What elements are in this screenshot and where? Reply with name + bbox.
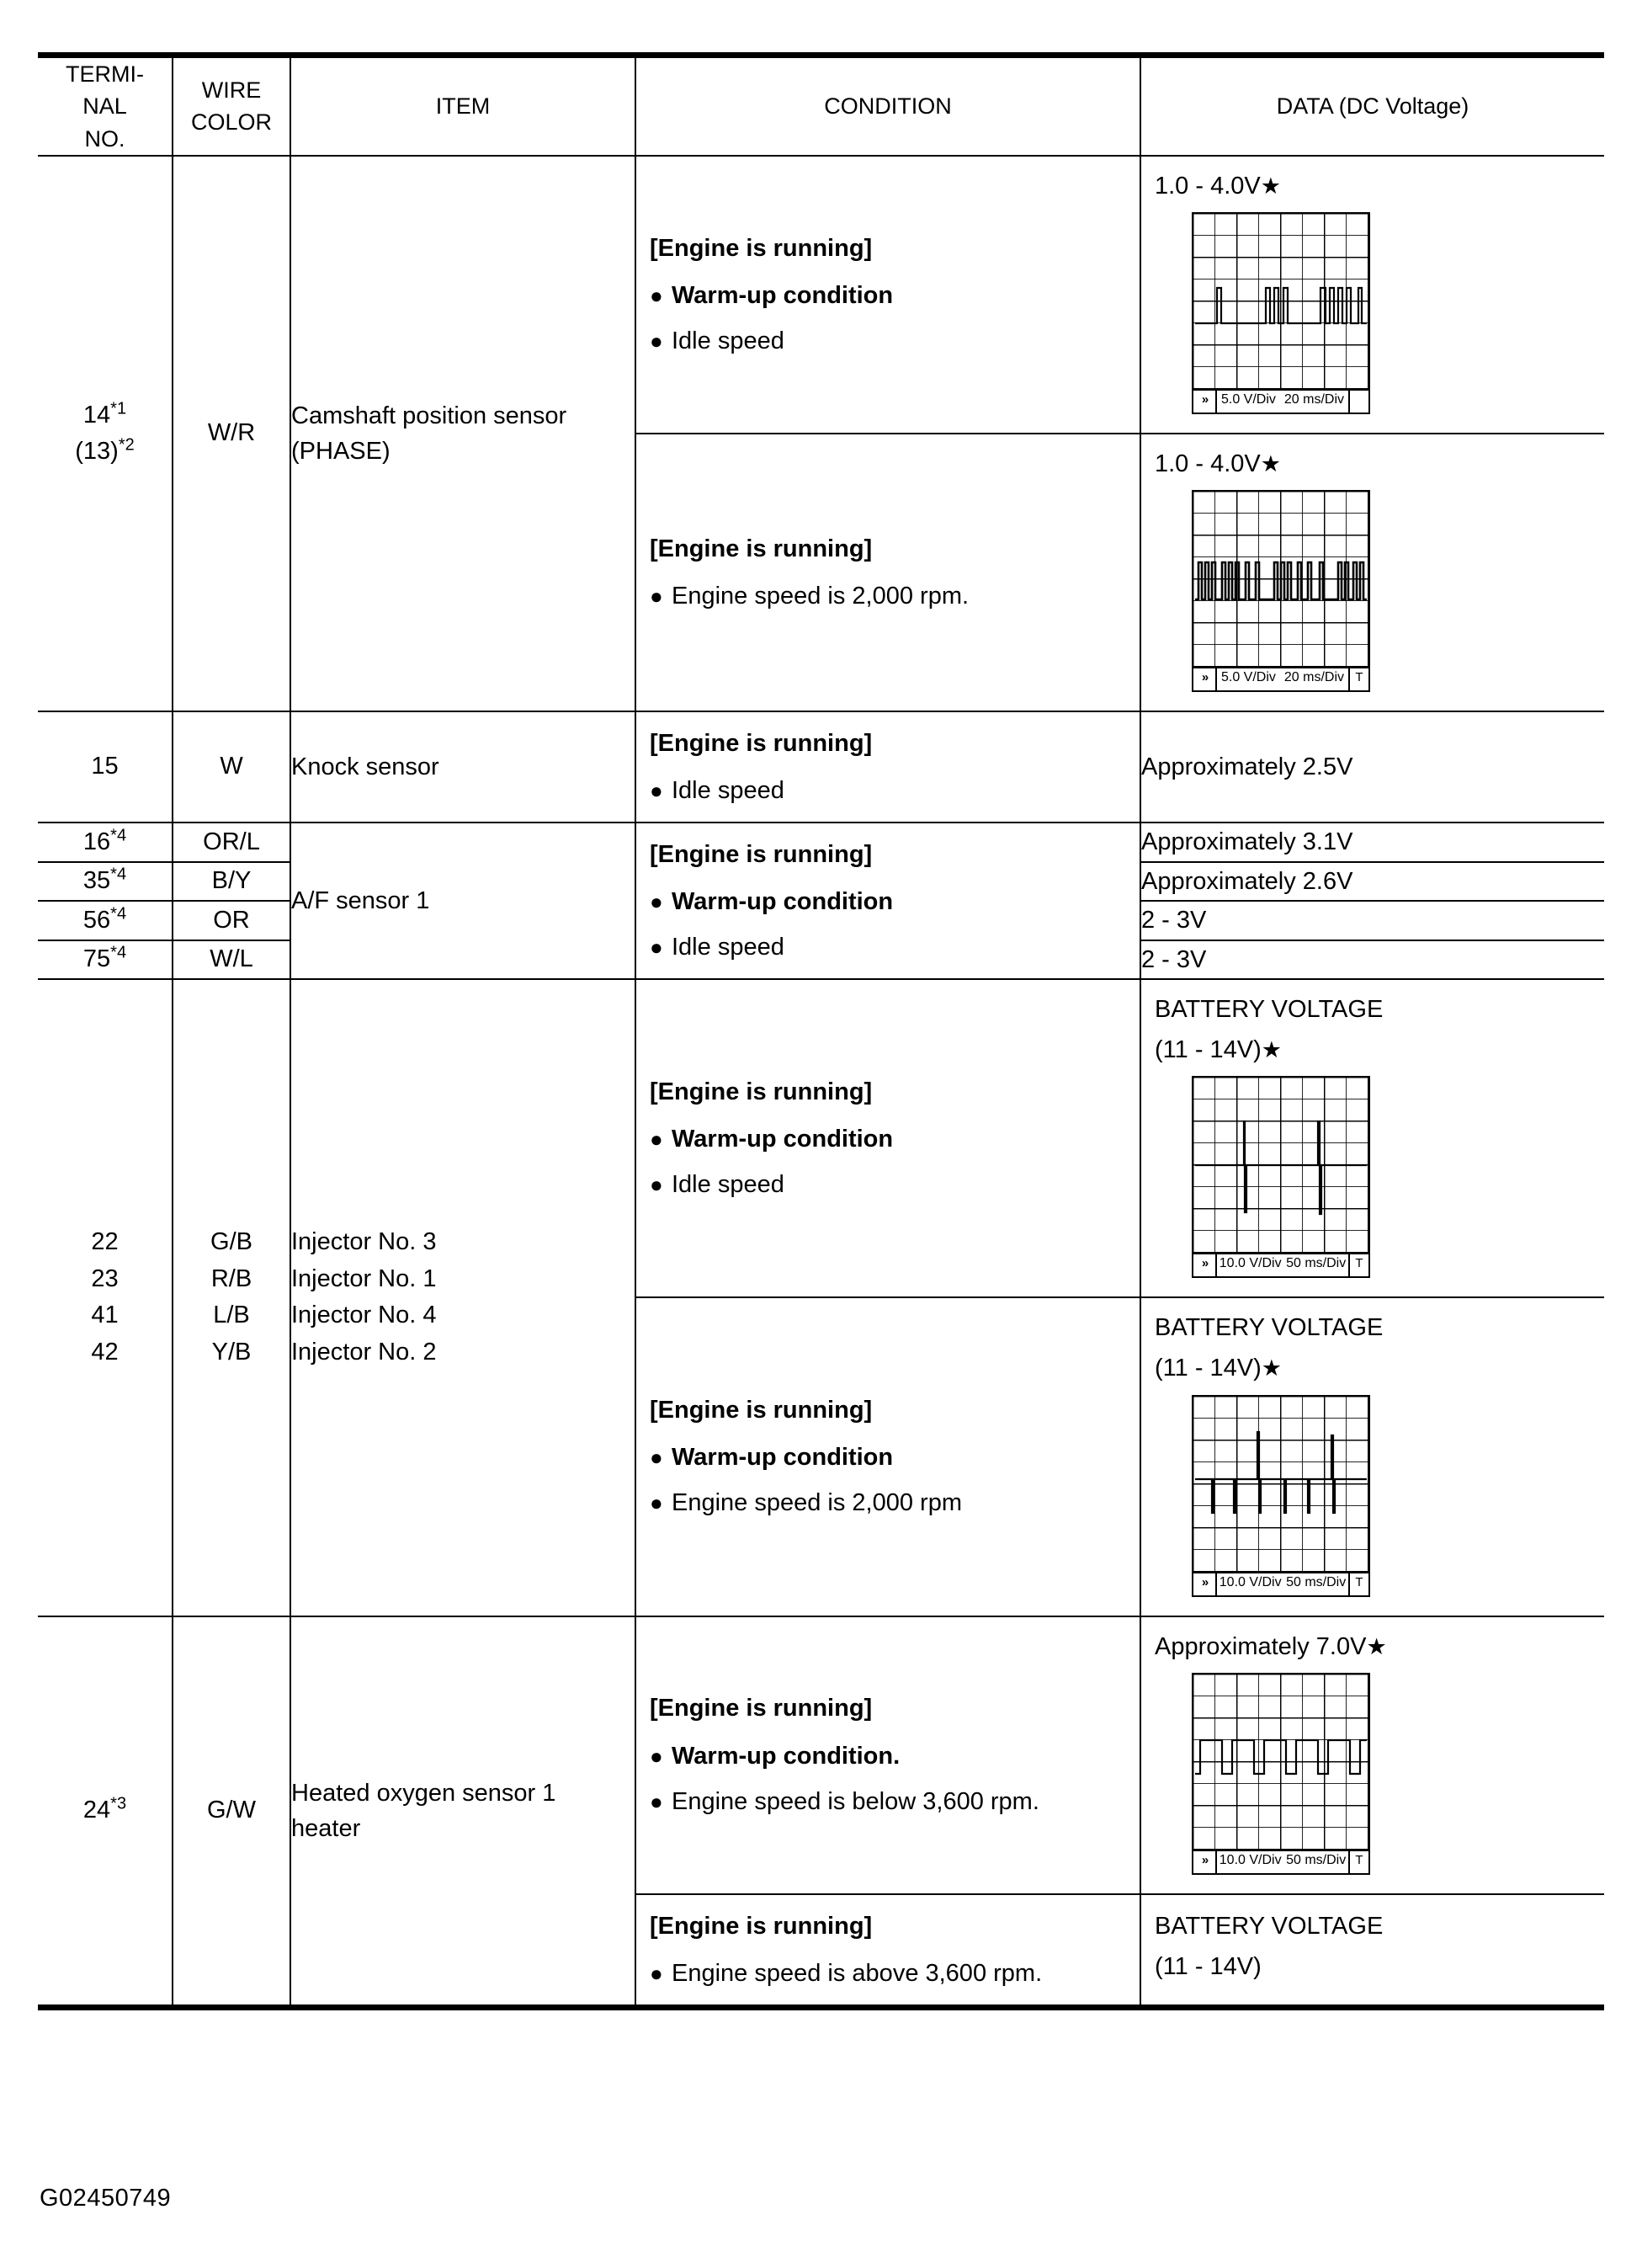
condition-bullet-text: Warm-up condition — [672, 888, 894, 916]
scope-trigger-indicator: T — [1348, 1851, 1368, 1873]
data-block — [1141, 434, 1604, 711]
wire-color-value: G/B — [210, 1228, 252, 1256]
condition-block — [636, 1677, 1140, 1832]
terminal-number: 56$^{*4}$ — [82, 904, 127, 934]
scope-scroll-icon: » — [1193, 1254, 1217, 1276]
terminal-no-cell: 15 — [38, 711, 173, 823]
data-cell — [1140, 1297, 1604, 1616]
scope-scroll-icon: » — [1193, 1573, 1217, 1595]
scope-volts-per-div: 10.0 V/Div — [1219, 1256, 1282, 1271]
scope-volts-per-div: 5.0 V/Div — [1220, 392, 1276, 407]
terminal-no-cell — [38, 156, 173, 711]
data-block — [1141, 157, 1604, 433]
bullet-dot-icon: ● — [650, 934, 663, 961]
scope-trigger-indicator — [1348, 391, 1368, 413]
terminal-footnote-marker: *4 — [110, 826, 127, 845]
bullet-dot-icon: ● — [650, 889, 663, 915]
scope-footer — [1193, 667, 1368, 690]
ecm-terminal-spec-table — [38, 52, 1604, 2010]
condition-bullet — [650, 323, 1133, 359]
condition-bullet — [650, 884, 1133, 919]
scope-volts-per-div: 10.0 V/Div — [1219, 1852, 1282, 1867]
scope-trigger-indicator: T — [1348, 1254, 1368, 1276]
condition-cell — [635, 979, 1140, 1297]
header-terminal-line2: NAL — [82, 93, 127, 120]
terminal-no-cell — [38, 901, 173, 940]
condition-block — [636, 823, 1140, 978]
condition-cell — [635, 1616, 1140, 1894]
condition-bullet-text: Engine speed is above 3,600 rpm. — [672, 1959, 1043, 1987]
data-value-line: (11 - 14V)★ — [1155, 1036, 1283, 1064]
scope-footer — [1193, 1572, 1368, 1595]
condition-cell — [635, 711, 1140, 823]
header-terminal-line3: NO. — [84, 125, 125, 152]
scope-time-per-div: 50 ms/Div — [1286, 1256, 1347, 1271]
terminal-no-cell — [38, 979, 173, 1616]
data-value-line: (11 - 14V) — [1155, 1952, 1262, 1980]
terminal-footnote-marker: *4 — [110, 865, 127, 884]
terminal-alt-footnote-marker: *2 — [118, 435, 135, 455]
condition-heading: [Engine is running] — [650, 1912, 873, 1940]
terminal-no-cell — [38, 1616, 173, 2008]
terminal-number: 42 — [91, 1338, 119, 1366]
terminal-number: 16$^{*4}$ — [82, 826, 127, 855]
item-label: Injector No. 2 — [291, 1338, 437, 1366]
table-row — [38, 156, 1604, 434]
data-cell: Approximately 2.6V — [1140, 862, 1604, 902]
data-value-line: BATTERY VOLTAGE — [1155, 1314, 1384, 1342]
condition-heading: [Engine is running] — [650, 730, 873, 758]
scope-grid — [1193, 214, 1368, 389]
item-label-line1: Camshaft position sensor — [291, 402, 567, 429]
condition-bullet — [650, 1784, 1133, 1819]
condition-cell — [635, 156, 1140, 434]
star-icon: ★ — [1366, 1633, 1387, 1659]
condition-block — [636, 217, 1140, 372]
condition-block — [636, 1895, 1140, 2004]
terminal-footnote-marker: *4 — [110, 904, 127, 924]
condition-heading: [Engine is running] — [650, 1397, 873, 1424]
wire-color-cell: W/R — [173, 156, 290, 711]
data-cell: 2 - 3V — [1140, 901, 1604, 940]
scope-time-per-div: 50 ms/Div — [1286, 1852, 1347, 1867]
scope-scroll-icon: » — [1193, 1851, 1217, 1873]
condition-cell — [635, 823, 1140, 979]
condition-bullet — [650, 578, 1133, 614]
wire-color-cell — [173, 979, 290, 1616]
scope-grid — [1193, 1397, 1368, 1572]
item-label: Injector No. 1 — [291, 1264, 437, 1292]
item-cell: Knock sensor — [290, 711, 635, 823]
scope-footer — [1193, 1253, 1368, 1276]
star-icon: ★ — [1261, 1355, 1283, 1382]
header-data: DATA (DC Voltage) — [1140, 56, 1604, 156]
item-label-line2: (PHASE) — [291, 438, 391, 466]
item-label: Injector No. 4 — [291, 1302, 437, 1329]
waveform-trace — [1193, 1078, 1368, 1253]
terminal-number-primary: 14$^{*1}$ — [82, 398, 127, 429]
condition-heading: [Engine is running] — [650, 1695, 873, 1722]
condition-bullet-text: Engine speed is below 3,600 rpm. — [672, 1787, 1039, 1815]
scope-grid — [1193, 492, 1368, 667]
data-block — [1141, 1298, 1604, 1615]
condition-bullet — [650, 773, 1133, 808]
condition-heading: [Engine is running] — [650, 535, 873, 562]
figure-code: G02450749 — [40, 2185, 172, 2212]
scope-grid — [1193, 1674, 1368, 1850]
item-cell — [290, 979, 635, 1616]
item-label: Injector No. 3 — [291, 1228, 437, 1256]
terminal-number: 24$^{*3}$ — [82, 1794, 127, 1823]
condition-bullet-text: Warm-up condition — [672, 281, 894, 309]
condition-cell — [635, 434, 1140, 711]
condition-bullet-text: Warm-up condition — [672, 1126, 894, 1153]
bullet-dot-icon: ● — [650, 1445, 663, 1471]
header-wire-line1: WIRE — [201, 77, 262, 104]
bullet-dot-icon: ● — [650, 1172, 663, 1198]
condition-block — [636, 1061, 1140, 1216]
data-cell: Approximately 3.1V — [1140, 823, 1604, 862]
item-cell — [290, 1616, 635, 2008]
condition-block — [636, 712, 1140, 822]
scope-volts-per-div: 10.0 V/Div — [1219, 1574, 1282, 1589]
item-label-line1: Heated oxygen sensor 1 — [291, 1779, 556, 1807]
scope-time-per-div: 20 ms/Div — [1283, 392, 1345, 407]
condition-bullet-text: Engine speed is 2,000 rpm — [672, 1489, 962, 1517]
oscilloscope-waveform — [1192, 1673, 1370, 1875]
oscilloscope-waveform — [1192, 1395, 1370, 1597]
data-value-line: (11 - 14V)★ — [1155, 1355, 1283, 1382]
data-block — [1141, 1617, 1604, 1893]
terminal-number: 41 — [91, 1302, 119, 1329]
data-cell: 2 - 3V — [1140, 940, 1604, 980]
condition-bullet — [650, 1485, 1133, 1520]
header-item: ITEM — [290, 56, 635, 156]
header-wire-line2: COLOR — [190, 109, 273, 136]
table-row — [38, 823, 1604, 862]
condition-heading: [Engine is running] — [650, 234, 873, 262]
data-cell — [1140, 1894, 1604, 2008]
waveform-trace — [1193, 1674, 1368, 1850]
condition-block — [636, 518, 1140, 627]
bullet-dot-icon: ● — [650, 778, 663, 804]
item-cell — [290, 156, 635, 711]
wire-color-value: Y/B — [211, 1338, 252, 1366]
terminal-footnote-marker: *1 — [110, 398, 127, 418]
condition-bullet — [650, 1440, 1133, 1475]
wire-color-value: R/B — [210, 1264, 252, 1292]
condition-bullet-text: Idle speed — [672, 777, 784, 805]
scope-scroll-icon: » — [1193, 668, 1217, 690]
terminal-number-alternate: $(13)^{*2}$ — [75, 435, 135, 466]
table-header-row — [38, 56, 1604, 156]
table-row — [38, 1616, 1604, 1894]
scope-footer — [1193, 1850, 1368, 1873]
waveform-trace — [1193, 214, 1368, 389]
table-row — [38, 711, 1604, 823]
condition-cell — [635, 1297, 1140, 1616]
scope-scroll-icon: » — [1193, 391, 1217, 413]
bullet-dot-icon: ● — [650, 1126, 663, 1153]
data-value-line: BATTERY VOLTAGE — [1155, 996, 1384, 1024]
oscilloscope-waveform — [1192, 212, 1370, 414]
condition-bullet — [650, 278, 1133, 313]
terminal-no-cell — [38, 862, 173, 902]
data-cell — [1140, 434, 1604, 711]
scope-volts-per-div: 5.0 V/Div — [1220, 670, 1276, 685]
data-block — [1141, 980, 1604, 1296]
data-cell — [1140, 979, 1604, 1297]
data-value-line: BATTERY VOLTAGE — [1155, 1912, 1384, 1940]
terminal-footnote-marker: *4 — [110, 943, 127, 962]
data-block — [1141, 1897, 1604, 2003]
waveform-trace — [1193, 492, 1368, 667]
terminal-footnote-marker: *3 — [110, 1794, 127, 1813]
wire-color-cell: G/W — [173, 1616, 290, 2008]
wire-color-cell: W — [173, 711, 290, 823]
bullet-dot-icon: ● — [650, 1490, 663, 1516]
bullet-dot-icon: ● — [650, 583, 663, 610]
terminal-number: 35$^{*4}$ — [82, 865, 127, 895]
data-value-line: Approximately 7.0V★ — [1155, 1632, 1387, 1660]
condition-bullet — [650, 1956, 1133, 1991]
scope-grid — [1193, 1078, 1368, 1253]
oscilloscope-waveform — [1192, 1076, 1370, 1278]
item-label-line2: heater — [291, 1814, 361, 1842]
terminal-no-cell — [38, 940, 173, 980]
data-cell — [1140, 1616, 1604, 1894]
table-row — [38, 979, 1604, 1297]
bullet-dot-icon: ● — [650, 282, 663, 308]
wire-color-cell: OR/L — [173, 823, 290, 862]
scope-trigger-indicator: T — [1348, 1573, 1368, 1595]
condition-bullet-text: Idle speed — [672, 1171, 784, 1199]
terminal-number: 22 — [91, 1228, 119, 1256]
condition-bullet — [650, 1167, 1133, 1202]
star-icon: ★ — [1260, 451, 1281, 477]
condition-bullet-text: Warm-up condition — [672, 1444, 894, 1472]
header-terminal-no — [38, 56, 173, 156]
condition-heading: [Engine is running] — [650, 841, 873, 869]
wire-color-cell: W/L — [173, 940, 290, 980]
condition-bullet-text: Idle speed — [672, 934, 784, 961]
condition-bullet-text: Warm-up condition. — [672, 1742, 901, 1770]
data-value-line: 1.0 - 4.0V★ — [1155, 450, 1281, 478]
bullet-dot-icon: ● — [650, 328, 663, 354]
condition-bullet-text: Idle speed — [672, 327, 784, 355]
condition-block — [636, 1379, 1140, 1534]
terminal-number: 75$^{*4}$ — [82, 943, 127, 973]
star-icon: ★ — [1261, 1037, 1283, 1063]
terminal-no-cell — [38, 823, 173, 862]
data-value-line: 1.0 - 4.0V★ — [1155, 172, 1281, 200]
condition-cell — [635, 1894, 1140, 2008]
bullet-dot-icon: ● — [650, 1743, 663, 1769]
waveform-trace — [1193, 1397, 1368, 1572]
data-cell — [1140, 156, 1604, 434]
terminal-number: 23 — [91, 1264, 119, 1292]
scope-time-per-div: 20 ms/Div — [1283, 670, 1345, 685]
star-icon: ★ — [1260, 173, 1281, 199]
condition-bullet — [650, 1121, 1133, 1157]
scope-trigger-indicator: T — [1348, 668, 1368, 690]
bullet-dot-icon: ● — [650, 1788, 663, 1814]
header-wire-color — [173, 56, 290, 156]
condition-bullet-text: Engine speed is 2,000 rpm. — [672, 583, 970, 610]
oscilloscope-waveform — [1192, 490, 1370, 692]
data-cell: Approximately 2.5V — [1140, 711, 1604, 823]
condition-heading: [Engine is running] — [650, 1078, 873, 1106]
wire-color-cell: OR — [173, 901, 290, 940]
scope-time-per-div: 50 ms/Div — [1286, 1574, 1347, 1589]
bullet-dot-icon: ● — [650, 1960, 663, 1986]
condition-bullet — [650, 1738, 1133, 1774]
item-cell: A/F sensor 1 — [290, 823, 635, 979]
wire-color-cell: B/Y — [173, 862, 290, 902]
header-condition: CONDITION — [635, 56, 1140, 156]
header-terminal-line1: TERMI- — [66, 61, 144, 87]
wire-color-value: L/B — [213, 1302, 250, 1329]
scope-footer — [1193, 389, 1368, 413]
condition-bullet — [650, 929, 1133, 965]
